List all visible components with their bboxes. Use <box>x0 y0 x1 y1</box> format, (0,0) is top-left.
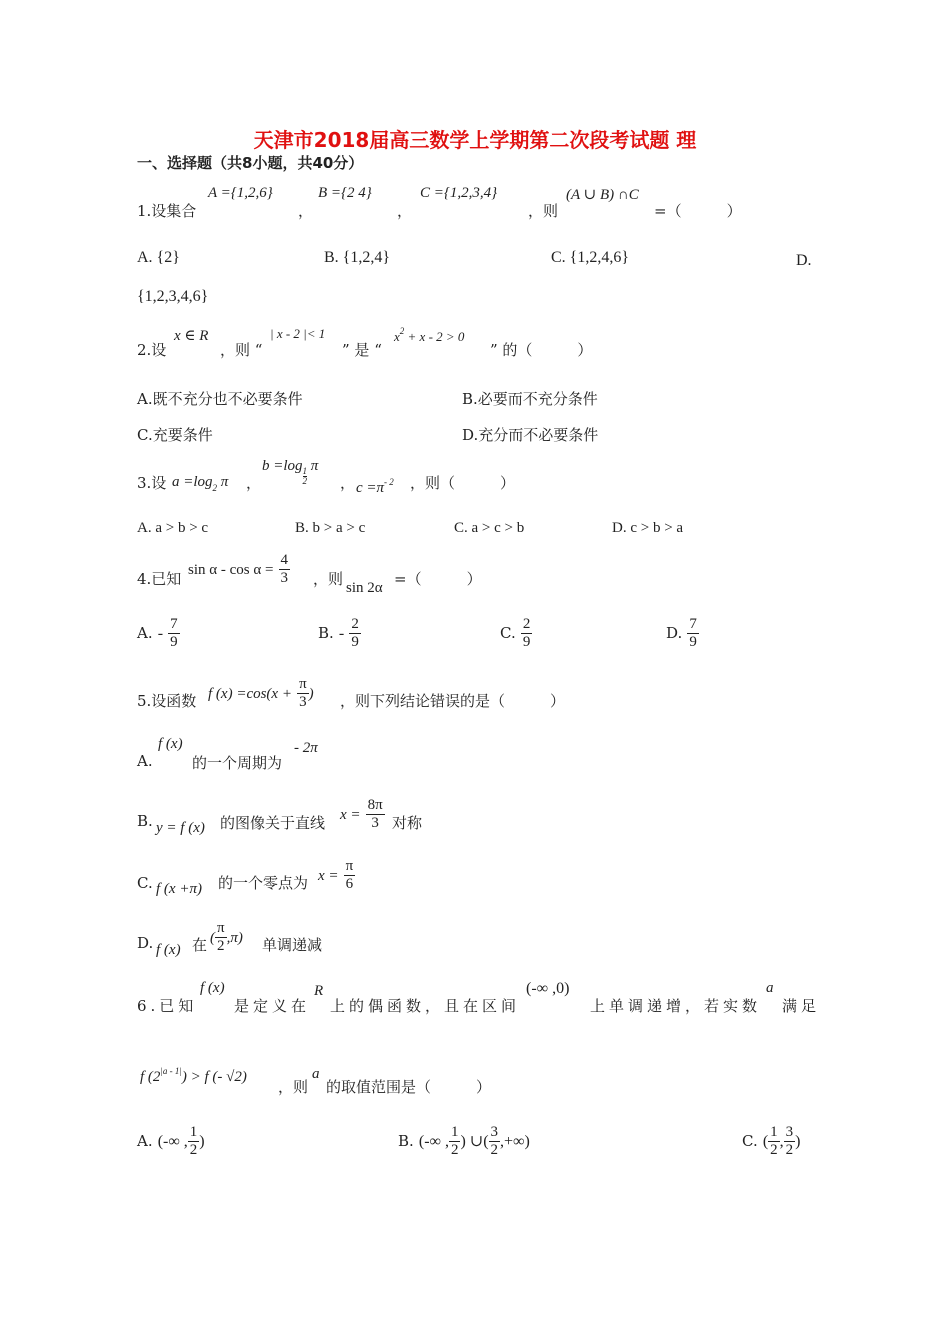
q6-option-b-union: ) ∪( <box>460 1133 489 1150</box>
q5-option-d-denominator: 2 <box>217 938 225 954</box>
q6-option-a-fraction <box>188 1124 200 1159</box>
q6-option-c-denominator-2: 2 <box>785 1142 794 1158</box>
q5-option-c-label: C. <box>137 874 153 892</box>
q6-option-c-numerator-1: 1 <box>770 1124 778 1140</box>
q3-c-base: c =π <box>356 480 385 496</box>
q4-option-a-denominator: 9 <box>170 634 178 650</box>
q4-option-b-denominator: 9 <box>351 634 359 650</box>
q3-b-base-den: 2 <box>302 476 308 486</box>
q1-sep-2: ， <box>397 202 413 220</box>
q5-option-b-equation: x = <box>340 807 361 823</box>
q5-option-c-line <box>318 858 355 893</box>
q4-option-d-numerator: 7 <box>689 616 697 632</box>
q2-mid-2: ” 是 “ <box>342 341 382 359</box>
q2-option-c: C.充要条件 <box>137 426 213 444</box>
q6-text-4: 满足 <box>782 997 821 1015</box>
q4-option-d <box>666 616 699 651</box>
q6-option-b-numerator-1: 1 <box>450 1124 459 1140</box>
q4-option-b-fraction <box>349 616 361 651</box>
q5-option-d-numerator: π <box>217 920 225 936</box>
q5-function-expression: f (x) =cos(x + <box>208 686 292 702</box>
q4-option-a <box>137 616 180 651</box>
q1-stem-prefix: 1.设集合 <box>137 202 197 220</box>
q4-option-c-fraction <box>521 616 533 651</box>
q2-expression-2-base: x <box>394 329 400 344</box>
q5-option-c-denominator: 6 <box>345 876 354 892</box>
q6-option-a-numerator: 1 <box>189 1124 198 1140</box>
q5-option-b-line <box>340 797 385 832</box>
q5-option-c-equation: x = <box>318 868 339 884</box>
q6-option-a <box>137 1124 205 1159</box>
q2-option-a: A.既不充分也不必要条件 <box>137 390 303 408</box>
q6-option-b-denominator-1: 2 <box>450 1142 459 1158</box>
q5-option-c-text: 的一个零点为 <box>218 874 309 892</box>
q5-option-c-numerator: π <box>345 858 354 874</box>
q6-option-b-numerator-2: 3 <box>490 1124 499 1140</box>
q1-sep-1: ， <box>298 202 314 220</box>
q3-prefix: 3.设 <box>137 474 167 492</box>
q2-expression-2-exponent: 2 <box>399 326 405 336</box>
q6-inequality-left: f (2 <box>140 1069 161 1085</box>
q5-option-b-text: 的图像关于直线 <box>220 814 326 832</box>
q6-option-b-close: ,+∞) <box>500 1133 530 1150</box>
q1-set-c: C ={1,2,3,4} <box>420 185 498 201</box>
q4-given <box>188 552 290 587</box>
q4-option-b <box>318 616 361 651</box>
q3-a-log: a =log <box>172 474 213 490</box>
q6-option-c <box>742 1124 800 1159</box>
q1-option-d-value: {1,2,3,4,6} <box>137 288 209 305</box>
q4-option-c-label: C. <box>500 624 516 642</box>
q2-option-b: B.必要而不充分条件 <box>462 390 598 408</box>
q3-suffix: ，则（ ） <box>410 474 516 492</box>
q6-option-b <box>398 1124 530 1159</box>
q6-text-5: ，则 <box>278 1078 309 1096</box>
q5-option-b-numerator: 8π <box>367 797 383 813</box>
q2-expression-2 <box>394 326 464 345</box>
q3-b-base-num: 1 <box>302 466 308 476</box>
q3-option-b: B. b > a > c <box>295 520 366 536</box>
q2-condition: x ∈ R <box>174 328 209 344</box>
q4-option-b-sign: - <box>338 625 345 642</box>
q6-option-a-denominator: 2 <box>189 1142 198 1158</box>
q2-suffix: ” 的（ ） <box>490 341 593 359</box>
q5-option-a-label: A. <box>137 752 153 770</box>
q5-option-b-tail: 对称 <box>392 814 423 832</box>
q5-option-d-text: 在 <box>192 936 208 954</box>
q4-option-a-fraction <box>168 616 180 651</box>
q6-var-a-2: a <box>312 1066 320 1082</box>
q4-option-d-label: D. <box>666 624 683 642</box>
q6-inequality <box>140 1066 247 1086</box>
q3-option-d: D. c > b > a <box>612 520 684 536</box>
q6-real-set: R <box>314 983 324 999</box>
q5-option-b-expression: y = f (x) <box>156 820 205 836</box>
q6-option-b-open: (-∞ , <box>418 1133 449 1150</box>
q4-option-b-label: B. <box>318 624 334 642</box>
q3-comma-2: ， <box>340 474 356 492</box>
q5-function-denominator: 3 <box>299 694 307 710</box>
q6-option-c-label: C. <box>742 1132 758 1150</box>
q6-inequality-right: ) > f (- √2) <box>181 1069 247 1085</box>
q4-option-c <box>500 616 532 651</box>
q1-sep-3: ，则 <box>528 202 559 220</box>
q3-a-arg: π <box>217 474 229 490</box>
q5-option-a-expression: f (x) <box>158 736 183 752</box>
q4-option-c-numerator: 2 <box>522 616 531 632</box>
q4-option-d-denominator: 9 <box>689 634 697 650</box>
q3-b-log: b =log <box>262 458 303 474</box>
q3-b-expression <box>262 458 318 486</box>
q1-expression: (A ∪ B) ∩C <box>566 187 639 203</box>
q6-option-b-fraction-2 <box>489 1124 501 1159</box>
q6-text-1: 是定义在 <box>234 997 311 1015</box>
q2-expression-1: | x - 2 |< 1 <box>270 326 326 341</box>
q1-option-d-label: D. <box>796 252 812 269</box>
q5-option-b-label: B. <box>137 812 153 830</box>
q6-option-b-label: B. <box>398 1132 414 1150</box>
page-title: 天津市2018届高三数学上学期第二次段考试题 理 <box>253 128 697 152</box>
q3-a-base: 2 <box>212 483 218 493</box>
q4-given-fraction <box>279 552 291 587</box>
q6-option-c-open: ( <box>762 1133 769 1150</box>
q4-suffix: =（ ） <box>394 570 482 588</box>
q4-option-b-numerator: 2 <box>351 616 359 632</box>
q6-option-b-denominator-2: 2 <box>490 1142 499 1158</box>
q5-option-a-text: 的一个周期为 <box>192 754 283 772</box>
q2-prefix: 2.设 <box>137 341 167 359</box>
q5-option-a-value: - 2π <box>294 740 318 756</box>
q3-a-expression <box>172 474 228 493</box>
q4-option-c-denominator: 9 <box>522 634 531 650</box>
q6-option-a-close: ) <box>199 1133 205 1150</box>
q5-function <box>208 676 314 711</box>
q4-option-a-sign: - <box>157 625 164 642</box>
q6-option-c-fraction-1 <box>768 1124 780 1159</box>
q3-comma-1: ， <box>246 474 262 492</box>
q6-inequality-exponent: |a - 1| <box>160 1066 182 1076</box>
q6-option-c-denominator-1: 2 <box>770 1142 778 1158</box>
q5-option-d-label: D. <box>137 934 154 952</box>
q5-suffix: ，则下列结论错误的是（ ） <box>340 692 566 710</box>
q6-option-c-numerator-2: 3 <box>785 1124 794 1140</box>
q4-option-a-numerator: 7 <box>170 616 178 632</box>
q4-option-d-fraction <box>687 616 699 651</box>
q5-option-c-fraction <box>344 858 356 893</box>
q1-set-a: A ={1,2,6} <box>208 185 273 201</box>
q5-option-d-open: ( <box>210 930 215 946</box>
q6-option-b-fraction-1 <box>449 1124 461 1159</box>
q3-c-exponent: - 2 <box>384 477 394 487</box>
q4-given-numerator: 4 <box>280 552 289 568</box>
q6-option-a-label: A. <box>137 1132 153 1150</box>
q2-expression-2-tail: + x - 2 > 0 <box>404 329 465 344</box>
q3-option-a: A. a > b > c <box>137 520 209 536</box>
q6-text-3: 上单调递增，若实数 <box>590 997 762 1015</box>
q5-option-b-fraction <box>366 797 385 832</box>
q5-option-d-expression: f (x) <box>156 942 181 958</box>
q5-option-d-fraction <box>215 920 227 955</box>
q4-prefix: 4.已知 <box>137 570 182 588</box>
q1-option-c: C. {1,2,4,6} <box>551 249 630 266</box>
q4-option-a-label: A. <box>137 624 153 642</box>
q6-option-c-close: ) <box>795 1133 801 1150</box>
q4-given-denominator: 3 <box>280 570 289 586</box>
q5-function-fraction <box>297 676 309 711</box>
q3-b-arg: π <box>307 458 319 474</box>
q6-function: f (x) <box>200 980 225 996</box>
q5-function-numerator: π <box>299 676 307 692</box>
q4-mid: ，则 <box>313 570 344 588</box>
q5-function-close: ) <box>308 686 314 702</box>
q5-option-c-expression: f (x +π) <box>156 881 202 897</box>
q2-mid-1: ，则 “ <box>220 341 263 359</box>
q5-option-b-denominator: 3 <box>371 815 379 831</box>
q6-option-c-comma: , <box>779 1133 784 1150</box>
q1-set-b: B ={2 4} <box>318 185 372 201</box>
q6-interval: (-∞ ,0) <box>526 980 570 997</box>
q5-option-d-close: ,π) <box>226 930 243 946</box>
section-heading: 一、选择题（共8小题，共40分） <box>137 154 364 172</box>
q6-var-a: a <box>766 980 774 996</box>
q6-option-a-open: (-∞ , <box>157 1133 188 1150</box>
q5-option-d-tail: 单调递减 <box>262 936 323 954</box>
q6-prefix: 6.已知 <box>137 997 198 1015</box>
q6-option-c-fraction-2 <box>784 1124 796 1159</box>
q5-option-d-interval <box>210 920 243 955</box>
q3-option-c: C. a > c > b <box>454 520 525 536</box>
q2-option-d: D.充分而不必要条件 <box>462 426 599 444</box>
q5-prefix: 5.设函数 <box>137 692 197 710</box>
q1-option-a: A. {2} <box>137 249 180 266</box>
q3-c-expression <box>356 477 394 497</box>
q1-suffix: =（ ） <box>654 202 742 220</box>
q6-text-6: 的取值范围是（ ） <box>326 1078 492 1096</box>
q4-given-expression: sin α - cos α = <box>188 562 274 578</box>
q1-option-b: B. {1,2,4} <box>324 249 391 266</box>
q6-text-2: 上的偶函数，且在区间 <box>330 997 521 1015</box>
q4-target-expression: sin 2α <box>346 580 383 596</box>
